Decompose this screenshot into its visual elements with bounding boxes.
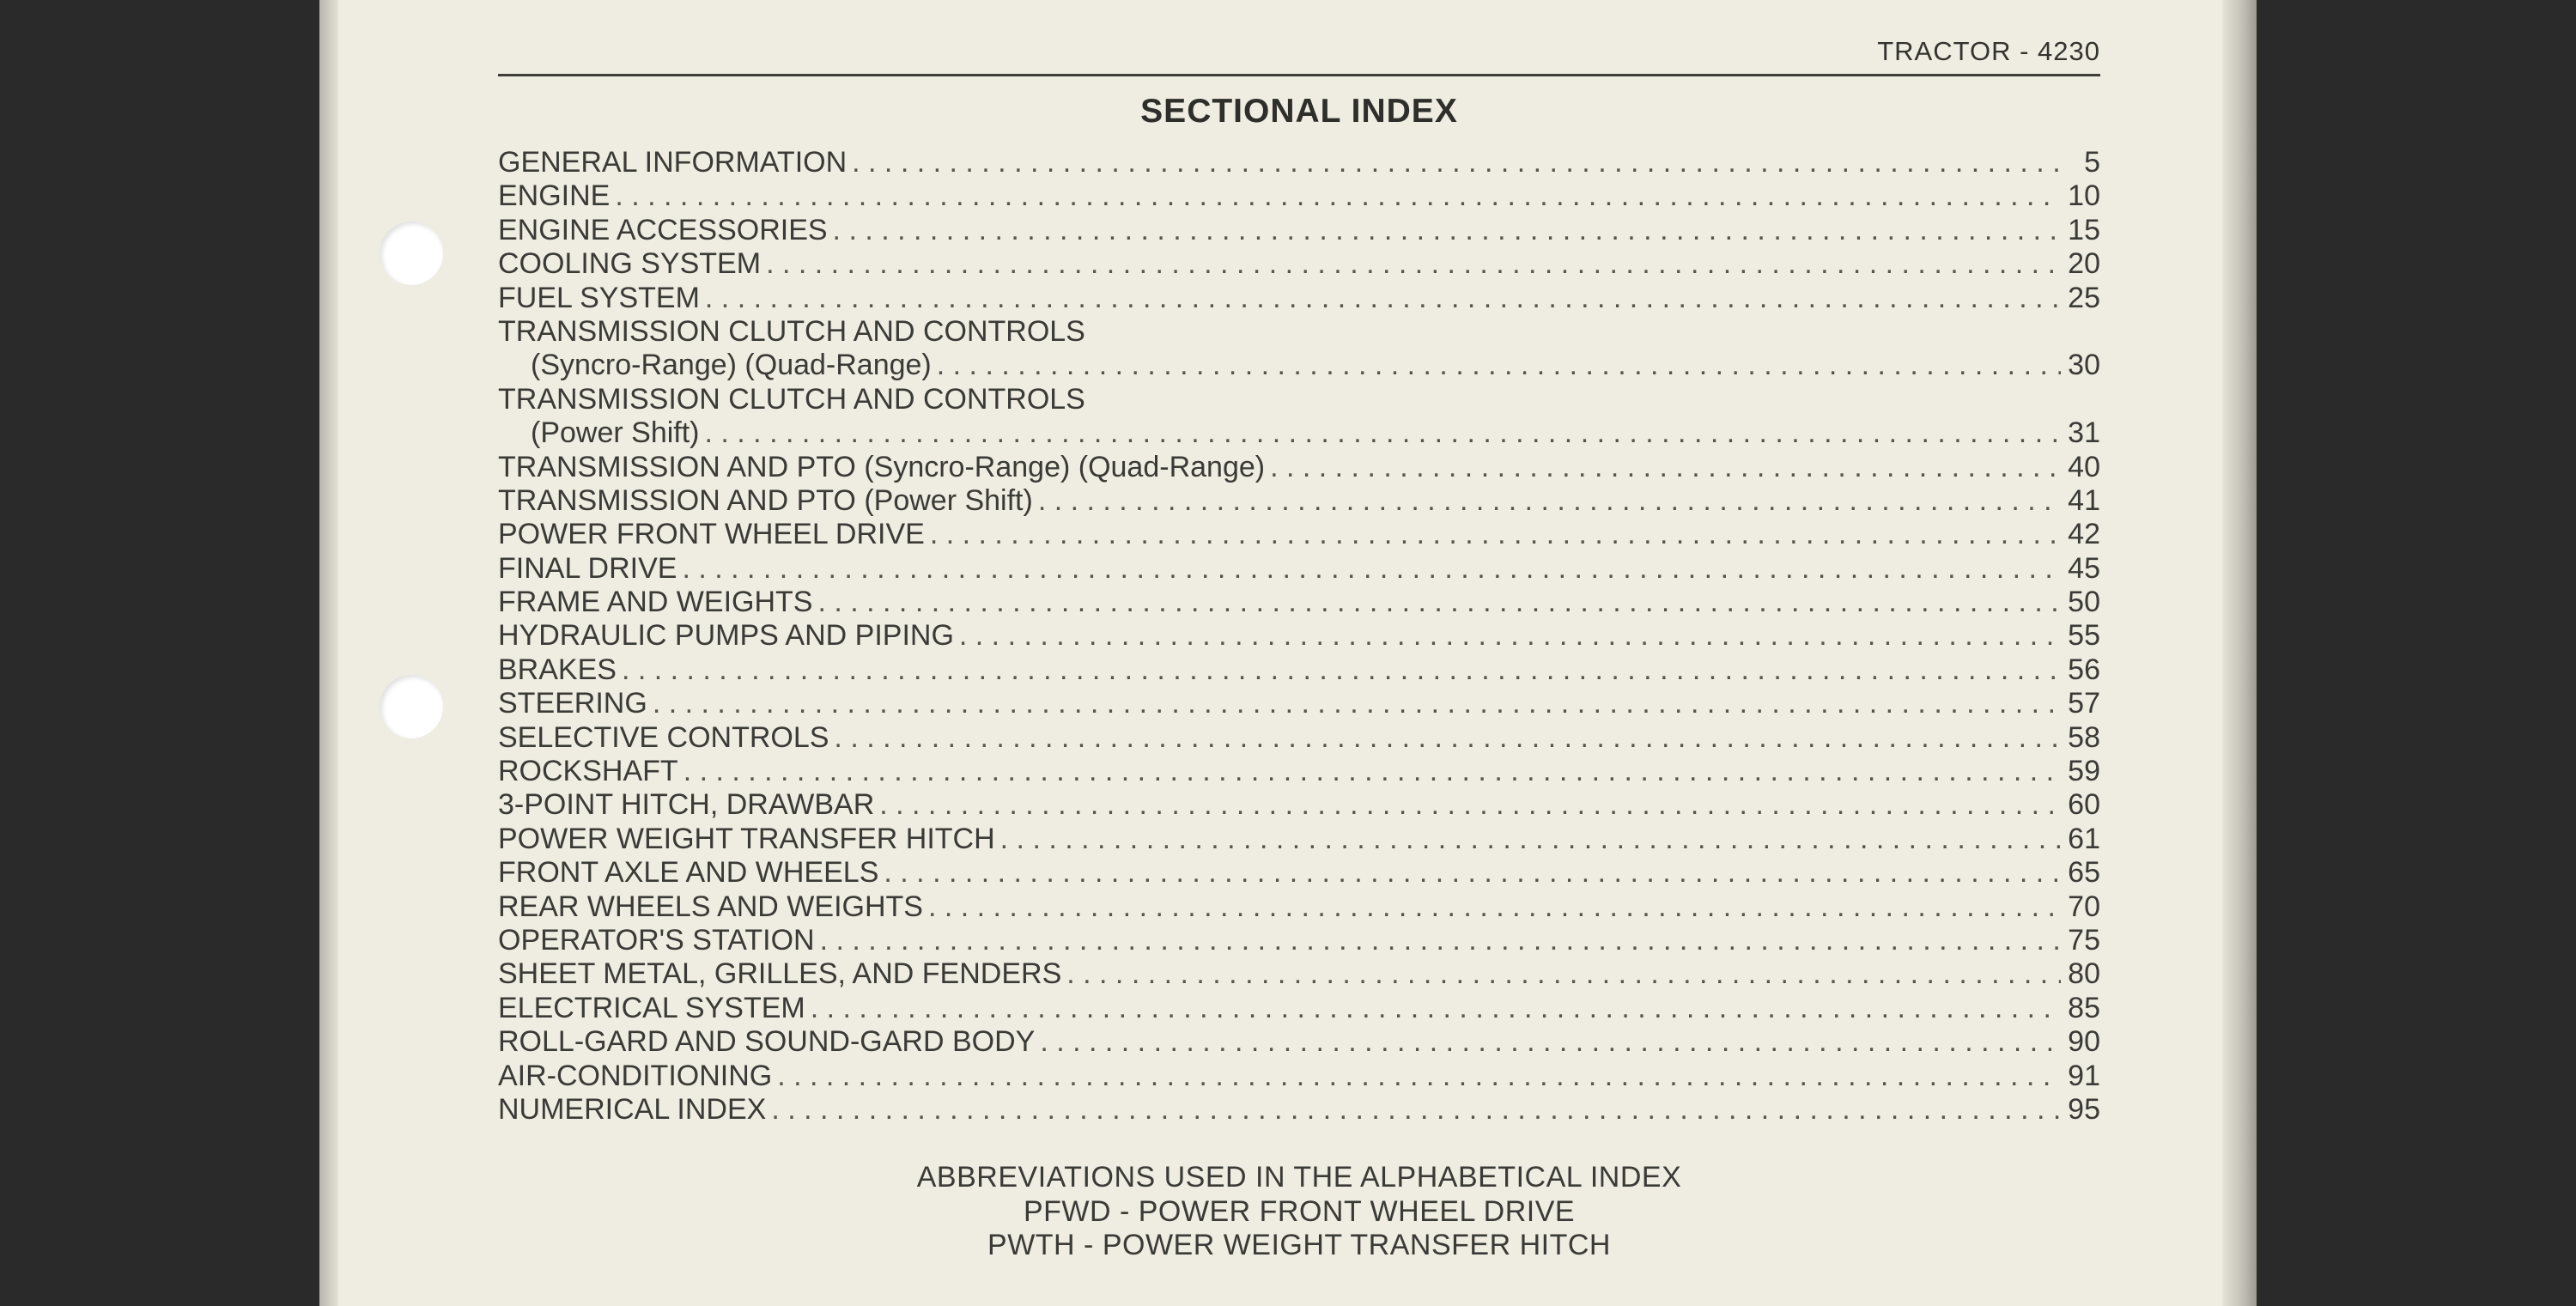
index-entry-page-number: 59 bbox=[2068, 755, 2100, 788]
dot-leader bbox=[811, 992, 2061, 1025]
index-entry bbox=[498, 957, 2100, 991]
index-entry bbox=[498, 247, 2100, 281]
binder-hole-icon bbox=[380, 222, 443, 285]
abbreviation-item: PFWD - POWER FRONT WHEEL DRIVE bbox=[1023, 1194, 1576, 1228]
document-label: TRACTOR - 4230 bbox=[1877, 36, 2100, 66]
index-entry-page-number: 91 bbox=[2068, 1059, 2100, 1092]
dot-leader bbox=[705, 282, 2061, 315]
dot-leader bbox=[937, 349, 2061, 382]
dot-leader bbox=[820, 924, 2061, 957]
index-entry-label: POWER FRONT WHEEL DRIVE bbox=[498, 518, 925, 551]
index-entry-page-number: 50 bbox=[2068, 586, 2100, 619]
index-entry-label: ENGINE ACCESSORIES bbox=[498, 213, 828, 246]
dot-leader bbox=[852, 146, 2061, 179]
index-entry-page-number: 61 bbox=[2068, 822, 2100, 855]
abbreviations-block bbox=[498, 1161, 2100, 1263]
index-entry bbox=[498, 315, 2100, 383]
page-title: SECTIONAL INDEX bbox=[1140, 93, 1458, 130]
index-entry bbox=[498, 383, 2100, 451]
dot-leader bbox=[833, 214, 2061, 247]
dot-leader bbox=[1066, 957, 2061, 991]
index-entry-page-number: 42 bbox=[2068, 518, 2100, 551]
index-entry bbox=[498, 788, 2100, 822]
abbreviations-heading: ABBREVIATIONS USED IN THE ALPHABETICAL INDEX bbox=[916, 1161, 1682, 1194]
index-entry bbox=[498, 721, 2100, 755]
index-entry-label: TRANSMISSION CLUTCH AND CONTROLS bbox=[498, 314, 1085, 348]
dot-leader bbox=[817, 586, 2061, 619]
index-entry-page-number: 58 bbox=[2068, 720, 2100, 754]
dot-leader bbox=[1270, 451, 2061, 484]
dot-leader bbox=[683, 755, 2061, 788]
index-entry-label: FRAME AND WEIGHTS bbox=[498, 586, 813, 619]
document-page bbox=[319, 0, 2257, 1306]
index-entry-sublabel: (Syncro-Range) (Quad-Range) bbox=[531, 349, 932, 382]
index-entry-page-number: 85 bbox=[2068, 991, 2100, 1024]
index-entry-page-number: 25 bbox=[2068, 281, 2100, 314]
dot-leader bbox=[1000, 823, 2061, 856]
dot-leader bbox=[834, 721, 2061, 755]
index-entry-label: SHEET METAL, GRILLES, AND FENDERS bbox=[498, 957, 1062, 991]
dot-leader bbox=[615, 179, 2061, 213]
index-entry-page-number: 10 bbox=[2068, 179, 2100, 213]
page-right-edge bbox=[2222, 0, 2257, 1306]
index-entry-page-number: 56 bbox=[2068, 653, 2100, 686]
index-entry bbox=[498, 1093, 2100, 1127]
index-entry-page-number: 65 bbox=[2068, 856, 2100, 890]
index-entry-page-number: 20 bbox=[2068, 247, 2100, 281]
index-entry-label: FINAL DRIVE bbox=[498, 551, 677, 585]
dot-leader bbox=[1040, 1025, 2061, 1059]
index-entry-label: ELECTRICAL SYSTEM bbox=[498, 991, 805, 1024]
index-entry-label: TRANSMISSION AND PTO (Syncro-Range) (Quad-Range) bbox=[498, 450, 1266, 483]
index-entry-page-number: 15 bbox=[2068, 213, 2100, 246]
index-entry-sublabel: (Power Shift) bbox=[531, 416, 700, 450]
dot-leader bbox=[928, 890, 2061, 924]
dot-leader bbox=[682, 552, 2061, 586]
sectional-index-list bbox=[498, 146, 2100, 1127]
dot-leader bbox=[884, 856, 2061, 890]
index-entry-label: GENERAL INFORMATION bbox=[498, 146, 848, 179]
index-entry-page-number: 80 bbox=[2068, 957, 2100, 991]
index-entry-label: 3-POINT HITCH, DRAWBAR bbox=[498, 788, 875, 822]
dot-leader bbox=[653, 687, 2061, 720]
index-entry-label: ENGINE bbox=[498, 179, 611, 213]
abbreviation-item: PWTH - POWER WEIGHT TRANSFER HITCH bbox=[987, 1229, 1611, 1261]
dot-leader bbox=[1038, 484, 2061, 518]
index-entry bbox=[498, 992, 2100, 1025]
index-entry-page-number: 45 bbox=[2068, 551, 2100, 585]
index-entry-label: SELECTIVE CONTROLS bbox=[498, 720, 829, 754]
index-entry-page-number: 55 bbox=[2068, 619, 2100, 653]
page-left-edge bbox=[319, 0, 338, 1306]
index-entry-label: TRANSMISSION AND PTO (Power Shift) bbox=[498, 483, 1033, 517]
index-entry-label: OPERATOR'S STATION bbox=[498, 923, 815, 957]
index-entry bbox=[498, 1060, 2100, 1093]
dot-leader bbox=[777, 1060, 2061, 1093]
index-entry-page-number: 90 bbox=[2068, 1025, 2100, 1059]
dot-leader bbox=[771, 1093, 2061, 1127]
index-entry-label: AIR-CONDITIONING bbox=[498, 1059, 773, 1092]
binder-hole-icon bbox=[380, 675, 443, 738]
index-entry-label: HYDRAULIC PUMPS AND PIPING bbox=[498, 619, 954, 653]
index-entry bbox=[498, 146, 2100, 179]
index-entry bbox=[498, 823, 2100, 856]
index-entry-page-number: 57 bbox=[2068, 687, 2100, 720]
index-entry bbox=[498, 179, 2100, 213]
dot-leader bbox=[766, 247, 2061, 281]
index-entry bbox=[498, 687, 2100, 720]
index-entry-label: COOLING SYSTEM bbox=[498, 247, 762, 281]
index-entry-page-number: 31 bbox=[2068, 416, 2100, 450]
dot-leader bbox=[622, 653, 2061, 687]
index-entry-label: POWER WEIGHT TRANSFER HITCH bbox=[498, 822, 995, 855]
index-entry-label: STEERING bbox=[498, 687, 647, 720]
index-entry bbox=[498, 451, 2100, 484]
index-entry-label: ROLL-GARD AND SOUND-GARD BODY bbox=[498, 1025, 1036, 1059]
index-entry bbox=[498, 1025, 2100, 1059]
dot-leader bbox=[879, 788, 2061, 822]
dot-leader bbox=[705, 416, 2062, 450]
dot-leader bbox=[959, 619, 2061, 653]
index-entry bbox=[498, 518, 2100, 551]
index-entry-page-number: 95 bbox=[2068, 1092, 2100, 1126]
index-entry-label: NUMERICAL INDEX bbox=[498, 1092, 767, 1126]
index-entry-label: TRANSMISSION CLUTCH AND CONTROLS bbox=[498, 382, 1085, 416]
index-entry bbox=[498, 924, 2100, 957]
index-entry-page-number: 75 bbox=[2068, 923, 2100, 957]
index-entry-label: BRAKES bbox=[498, 653, 617, 686]
index-entry bbox=[498, 653, 2100, 687]
index-entry bbox=[498, 619, 2100, 653]
index-entry-page-number: 40 bbox=[2068, 450, 2100, 483]
index-entry-page-number: 70 bbox=[2068, 890, 2100, 923]
index-entry-label: FRONT AXLE AND WHEELS bbox=[498, 856, 879, 890]
index-entry bbox=[498, 856, 2100, 890]
index-entry-label: ROCKSHAFT bbox=[498, 755, 678, 788]
index-entry-page-number: 41 bbox=[2068, 483, 2100, 517]
index-entry bbox=[498, 586, 2100, 619]
index-entry-page-number: 60 bbox=[2068, 788, 2100, 822]
index-entry-page-number: 30 bbox=[2068, 349, 2100, 382]
index-entry bbox=[498, 484, 2100, 518]
dot-leader bbox=[930, 518, 2061, 551]
header-divider bbox=[498, 74, 2100, 76]
index-entry-label: FUEL SYSTEM bbox=[498, 281, 700, 314]
index-entry bbox=[498, 552, 2100, 586]
index-entry bbox=[498, 755, 2100, 788]
index-entry-page-number: 5 bbox=[2084, 146, 2100, 179]
index-entry bbox=[498, 890, 2100, 924]
index-entry-label: REAR WHEELS AND WEIGHTS bbox=[498, 890, 923, 923]
index-entry bbox=[498, 282, 2100, 315]
index-entry bbox=[498, 214, 2100, 247]
